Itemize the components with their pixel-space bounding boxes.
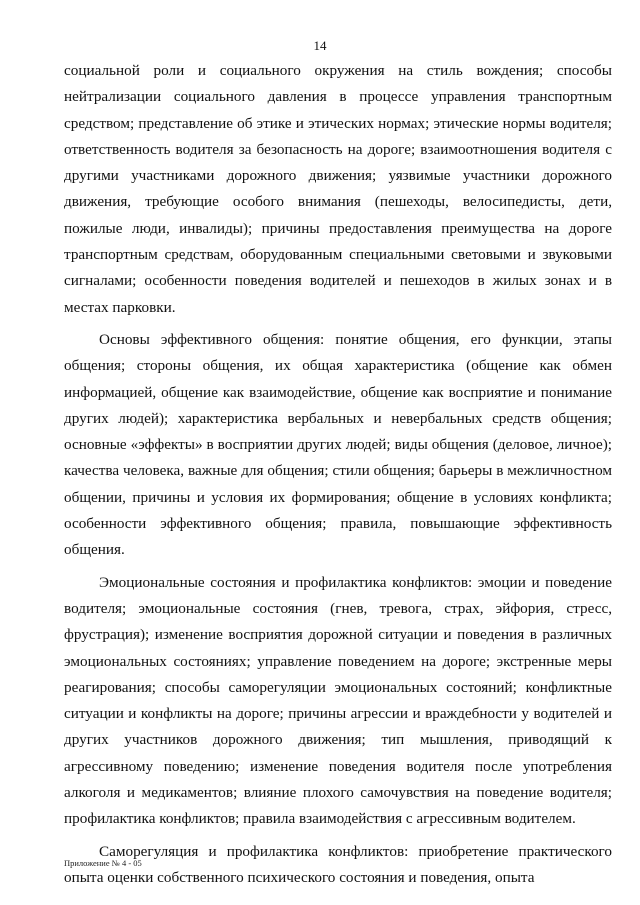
paragraph-social-role: социальной роли и социального окружения на стиль вождения; способы нейтрализации социального давления в процессе управления транспортным средством; представление об этике и этических нормах; этические нормы водителя; ответственность водителя за безопасность на дороге; взаимоотношения водителя с другими участниками дорожного движения; уязвимые участники дорожного движения, требующие особого внимания (пешеходы, велосипедисты, дети, пожилые люди, инвалиды); причины предоставления преимущества на дороге транспортным средствам, оборудованным специальными световыми и звуковыми сигналами; особенности поведения водителей и пешеходов в жилых зонах и в местах парковки.: [64, 62, 612, 316]
footer-appendix-note: Приложение № 4 - 05: [64, 858, 142, 868]
paragraph-communication: Основы эффективного общения: понятие общения, его функции, этапы общения; стороны общения, их общая характеристика (общение как обмен информацией, общение как взаимодействие, общение как восприятие и понимание других людей); характеристика вербальных и невербальных средств общения; основные «эффекты» в восприятии других людей; виды общения (деловое, личное); качества человека, важные для общения; стили общения; барьеры в межличностном общении, причины и условия их формирования; общение в условиях конфликта; особенности эффективного общения; правила, повышающие эффективность общения.: [64, 330, 612, 559]
page-number: 14: [313, 38, 327, 53]
paragraph-self-regulation: Саморегуляция и профилактика конфликтов: приобретение практического опыта оценки собственного психического состояния и поведения, опыта: [64, 842, 612, 886]
document-body: [64, 58, 612, 891]
paragraph-emotional-states: Эмоциональные состояния и профилактика конфликтов: эмоции и поведение водителя; эмоциональные состояния (гнев, тревога, страх, эйфория, стресс, фрустрация); изменение восприятия дорожной ситуации и поведения в различных эмоциональных состояниях; управление поведением на дороге; экстренные меры реагирования; способы саморегуляции эмоциональных состояний; конфликтные ситуации и конфликты на дороге; причины агрессии и враждебности у водителей и других участников дорожного движения; тип мышления, приводящий к агрессивному поведению; изменение поведения водителя после употребления алкоголя и медикаментов; влияние плохого самочувствия на поведение водителя; профилактика конфликтов; правила взаимодействия с агрессивным водителем.: [64, 573, 612, 828]
